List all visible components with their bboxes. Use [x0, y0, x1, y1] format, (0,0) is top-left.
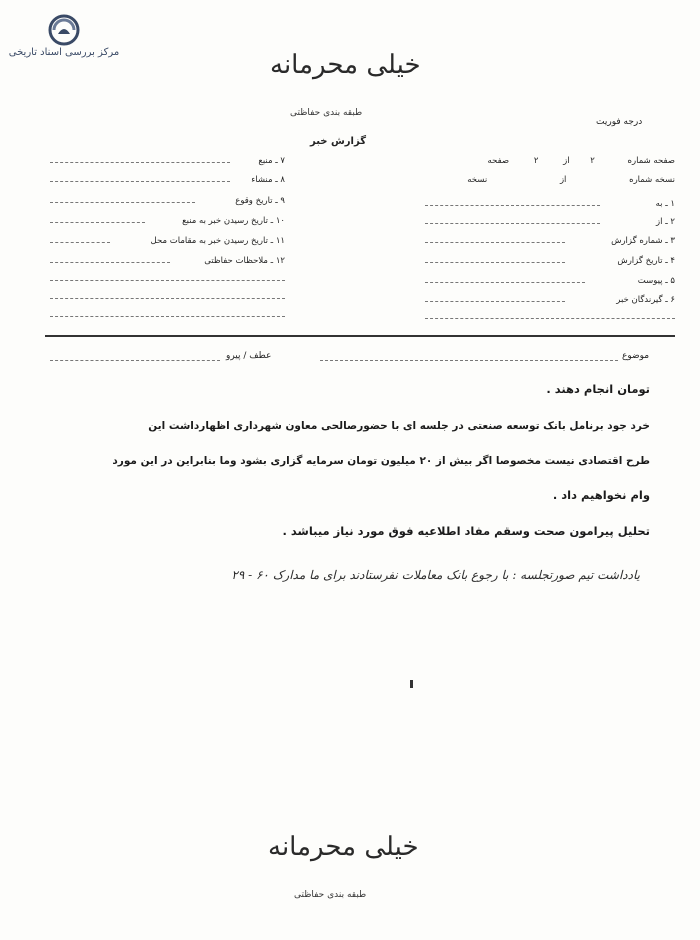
blank-line-3: [50, 316, 285, 317]
recipients-underline-2: [425, 318, 675, 319]
report-number-field: ۳ ـ شماره گزارش: [611, 236, 675, 246]
event-date-field: ۹ ـ تاریخ وقوع: [235, 196, 285, 206]
security-notes-field: ۱۲ ـ ملاحظات حفاظتی: [204, 256, 285, 266]
ink-mark: [410, 680, 413, 688]
body-line-3: طرح اقتصادی نیست مخصوصا اگر بیش از ۲۰ میلیون تومان سرمایه گزاری بشود وما بنابراین در این مورد: [112, 455, 650, 467]
source-field: ۷ ـ منبع: [258, 156, 285, 166]
subject-label: موضوع: [622, 351, 650, 361]
archive-logo-icon: [8, 8, 120, 68]
attachment-field: ۵ ـ پیوست: [637, 276, 675, 286]
report-number-underline: [425, 242, 565, 243]
urgency-label: درجه فوریت: [596, 117, 643, 127]
body-line-2: خرد جود برنامل بانک توسعه صنعتی در جلسه ای با حضورصالحی معاون شهرداری اظهارداشت این: [148, 420, 650, 432]
reference-underline: [50, 360, 220, 361]
copy-number-field: نسخه شماره از نسخه: [467, 175, 675, 185]
news-to-officials-date-field: ۱۱ ـ تاریخ رسیدن خبر به مقامات محل: [150, 236, 285, 246]
report-date-underline: [425, 262, 565, 263]
blank-line-1: [50, 280, 285, 281]
to-field: ۱ ـ به: [655, 199, 675, 209]
report-date-field: ۴ ـ تاریخ گزارش: [617, 256, 675, 266]
watermark-org-name: مرکز بررسی اسناد تاریخی: [8, 47, 120, 58]
source-underline: [50, 162, 230, 163]
recipients-field: ۶ ـ گیرندگان خبر: [616, 295, 675, 305]
body-line-4: وام نخواهیم داد .: [552, 488, 650, 502]
subject-underline: [320, 360, 618, 361]
from-field: ۲ ـ از: [656, 217, 675, 227]
reference-label: عطف / پیرو: [226, 351, 272, 361]
news-to-source-underline: [50, 222, 145, 223]
to-underline: [425, 205, 600, 206]
recipients-underline: [425, 301, 565, 302]
event-date-underline: [50, 202, 195, 203]
origin-underline: [50, 181, 230, 182]
body-line-1: تومان انجام دهند .: [546, 382, 650, 396]
news-to-source-date-field: ۱۰ ـ تاریخ رسیدن خبر به منبع: [182, 216, 285, 226]
security-notes-underline: [50, 262, 170, 263]
bottom-classification-stamp: خیلی محرمانه: [268, 832, 419, 862]
blank-line-2: [50, 298, 285, 299]
body-line-5: تحلیل پیرامون صحت وسقم مفاد اطلاعیه فوق مورد نیاز میباشد .: [282, 524, 650, 538]
from-underline: [425, 223, 600, 224]
report-title: گزارش خبر: [310, 136, 367, 147]
page-number-field: صفحه شماره ۲ از ۲ صفحه: [487, 156, 675, 166]
handwritten-note: یادداشت تیم صورتجلسه : با رجوع بانک معاملات نفرستادند برای ما مدارک ۶۰ - ۲۹: [231, 568, 640, 582]
header-separator: [45, 335, 675, 337]
top-classification-subtitle: طبقه بندی حفاظتی: [290, 108, 363, 118]
top-classification-stamp: خیلی محرمانه: [270, 50, 421, 80]
attachment-underline: [425, 282, 585, 283]
news-to-officials-underline: [50, 242, 110, 243]
origin-field: ۸ ـ منشاء: [251, 175, 285, 185]
bottom-classification-subtitle: طبقه بندی حفاظتی: [294, 890, 367, 900]
